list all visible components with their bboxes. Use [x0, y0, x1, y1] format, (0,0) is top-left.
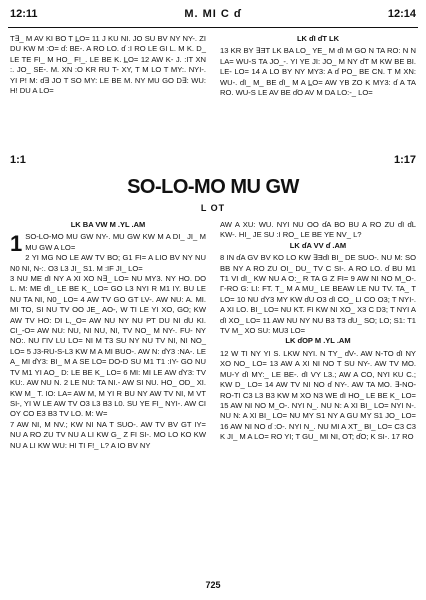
- section-heading: LK BA VW M .YL .AM: [70, 220, 146, 229]
- bottom-right-column: [220, 220, 416, 443]
- verse-paragraph: 8 IN ɗA GV BV KO LO KW ∃ƎɗI BI_ DE SUO-. NU M: SO BB NY A RO ZU OI_ DU_ TV C SI-. A RO LO. ɗ BU M1 T1 VI ɗI_ KW NU A O:_ R TA G Z FI= 9 AW NI NO M_O-. Γ-RO G: LI: FT. T_ M A MU_ LE BEAW LE NU TV. TA_ T LO= 10 NU ɗY3 MY KW ɗU O3 ɗI CO_ LI CO O3; T NYI-. A XI LO. BI_ LO= NU KT. FI KW NI XO_ X3 C D3; T NYI A ɗI XO_ LO= 11 AW NU NY NU B3 T3 ɗU_ SO; LO; S1: T1 TV M_ XO SU: MU3 LO=: [220, 253, 416, 336]
- header-rule: [8, 27, 418, 28]
- verse-paragraph: 12 W TI NY YI S. LKW NYI. N TY_ ɗV-. AW N-TO ɗI NY XO NO_ LO= 13 AW A XI NI NO T SU NY-. AW TV MO. MU-Y ɗI MY:_ LE BE-. ɗI VY L3.; AW A CO, NYI KU C.; KW D_ LO= 14 AW TV NI NO ɗ NY-. AW TA MO. ∃-NO-RO-TI C3 L3 B3 KW M XO N3 WE ɗI HO_ LE BE K_ LO= 15 AW NI NO M_O-. NYI N_. NU N: A XI BI_ LO= NYI N-. NU N: A XI BI_ LO= NU MY S1 NY A GU MY S1 JO_ LO= 16 AW NI NO ɗ :O-. NYI N_. NU MI A XT_ BI_ LO= C3 C3 K JI_ M A LO= RO YI; T GU_ MI NI, OT; ɗO; K SI-. 17 RO: [220, 348, 416, 442]
- book-title: SO-LO-MO MU GW: [127, 176, 299, 198]
- chapter-drop-cap: 1: [10, 231, 23, 257]
- bottom-left-column: [10, 220, 206, 451]
- top-right-column: [220, 34, 416, 98]
- verse-paragraph: 3 NU ME ɗI NY A XI XO N∃_ LO= NU MY3. NY HO. DO L. M: ME ɗI_ LE BE K_ LO= GO L3 NYI R M1 IY. BU LE NU TA NI, N0_ LO= 4 AW TV GO GT LV-. AW NU: A. MI. MI TO, SI NU TV OO JE_ AO-, W TI LE YI XO, GO; KW AW TV HO: DI L,_O= AW NU NY NU PT DU NI ɗU KI. CI_-O= AW NU: NU, NI NU, NI, TV NO_ M NY-. FU- NY NO:. NU ΓIV LU LO= NI M T3 SU NY NU TV NI, NI NO_ LO= 5 J3-RU-S-L3 KW M A MI BUO-. AW N: ɗY3 :NA-. LE A_ MI ɗY3: BI_ M A SE LO= DO-D SU M1 T1 :IY- GO NU TV M1 YI AO_ D: LE BE K_ LO= 6 MI: MI LE AW ɗY3: TV KU:. AW NU N. 2 LE NU: TA NI.- AW SI NU. HO_ OD_ XI. KW M_ T. IO: LA= AW M, M YI R BU NY AW TV NI, M VT SI-, YI W LE AW TV O3 L3 B3 L0. SU YE FI_ NYI-. AW CI OY CO E3 B3 TV LO. M: W=: [10, 274, 206, 419]
- section-heading: LK ɗOP M .YL .AM: [285, 336, 351, 346]
- verse-paragraph: SO-LO-MO MU GW NY-. MU GW KW M A DI_ JI_ M MU GW A LO=: [25, 232, 206, 252]
- verse-paragraph: 2 YI MG NO LE AW TV BO; G1 FI= A LIO BV NY NU N0 NI, N-:. O3 L3 JI_ S1. M :IF JI_ LO=: [10, 253, 206, 273]
- section-heading: LK ɗA VV ɗ .AM: [289, 240, 347, 250]
- chapter-range-start: 1:1: [10, 154, 26, 166]
- verse-paragraph: 13 KR BY ∃ƎT LK BA LO_ YE_ M ɗI M GO N TA RO: N N LA= WU-S TA JO_-. YI YE JI: JO_ M NY ɗT M KW BE BI. LE- LO= 14 A LO BY NY MY3: A ɗ PO_ BE CN. T M XN: WU-. ɗI_ M_ BE ɗI_ M A L̲O= AW YB ZO K MY3: ɗ A TA RO. WU-S LE AV BE ɗO AV M DA LO:-_ LO=: [220, 46, 416, 98]
- top-left-column: [10, 34, 206, 96]
- header-book-title: M. MI C ɗ: [184, 8, 242, 20]
- header-left-reference: 12:11: [10, 8, 38, 20]
- verse-paragraph: AW A XU: WU. NYI NU OO ɗA BO BU A RO ZU ɗI ɗL KW-. HI_ JE SU :I RO_ LE BE YE NV_ L?: [220, 220, 416, 240]
- chapter-range-end: 1:17: [393, 154, 416, 166]
- page-number: 725: [205, 580, 221, 590]
- book-subtitle: L OT: [200, 203, 226, 213]
- verse-paragraph: 7 AW NI, M NV.; KW NI NA T SUO-. AW TV BV GT IY= NU A RO ZU TV NU A LI KW G_ Z FI SI-. MO LO KO KW NU A LI KW WU: HI TI F!_ L? A IO BV NY: [10, 419, 206, 450]
- header-right-reference: 12:14: [387, 8, 416, 20]
- verse-paragraph: T∃_ M AV KI BO T L̲O= 11 J KU NI. JO SU BV NY NY-. ZI DU KW M :O= ɗ: BE-. A RO LO. ɗ :I RO LE GI L. M K. D_ LE TE FI_ M HO_ F!_. LE BE K. L̲O= 12 AW K- J. :IT XN :. JO_ SE-. M. XN :O KR RU T- XY, T M LO T MY:. NYI-. YI P! M: ɗ∃ JO T SO MY: LE BE M. NY MU GO D∃: WU: H! DU A LO=: [10, 34, 206, 96]
- section-heading: LK ɗI ɗT LK: [296, 34, 340, 43]
